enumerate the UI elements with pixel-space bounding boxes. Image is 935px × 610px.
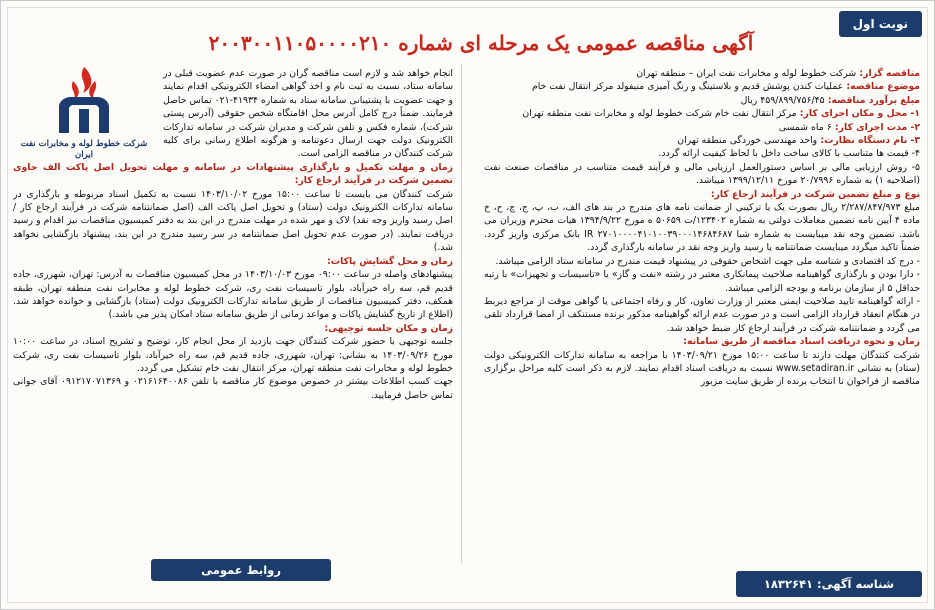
paragraph-text: واحد مهندسی خوردگی منطقه تهران xyxy=(677,135,818,147)
section-heading: زمان و محل گشایش پاکات: xyxy=(327,255,453,267)
left-column-paragraph xyxy=(163,67,453,161)
section-heading: مناقصه گزار: xyxy=(856,68,920,79)
right-column-paragraph xyxy=(484,295,920,335)
paragraph-text: مرکز انتقال نفت خام شرکت خطوط لوله و مخابرات نفت منطقه تهران xyxy=(522,108,797,120)
right-column-paragraph xyxy=(484,188,920,201)
paragraph-text: مبلغ ۲/۲۸۷/۸۴۷/۹۷۳ ریال بصورت یک یا ترکیبی از ضمانت نامه های مندرج در بند های الف، ب، پ، ج، چ، ح، خ ماده ۴ آیین نامه تضمین معاملات دولتی به شماره ۱۲۳۴۰۲/ت ۵۰۶۵۹ ه مورخ ۱۳۹۴/۹/۲۲ هیات محترم وزیران می باشد. تضمین وجه نقد میبایست به شماره شبا IR ۲۷۰۱۰۰۰۰۴۱۰۱۰۰۳۹۰۰۰۱۴۶۸۴۶۸۷ بانک مرکزی واریز گردد. ضمناً تاکید میگردد میبایست ضمانتنامه یا رسید واریز وجه نقد در سامانه بارگذاری گردد. xyxy=(484,202,920,254)
left-column-paragraph xyxy=(13,335,453,375)
left-column-paragraph xyxy=(13,255,453,268)
section-heading: مبلغ برآورد مناقصه: xyxy=(824,94,920,106)
right-column-paragraph xyxy=(484,349,920,389)
right-column-paragraph xyxy=(484,134,920,147)
right-column-paragraph xyxy=(484,121,920,134)
right-column-paragraph xyxy=(484,107,920,120)
paragraph-text: شرکت کنندگان می بایست تا ساعت ۱۵:۰۰ مورخ ۱۴۰۳/۱۰/۰۲ نسبت به تکمیل اسناد مربوطه و بارگذاری در سامانه تدارکات الکترونیک دولت (ستاد) و تحویل اصل پاکت الف (اصل ضمانتنامه شرکت در فرآیند ارجاع کار / اصل رسید واریز وجه نقد) لاک و مهر شده در مهلت مندرج در این بند به دفتر کمیسیون مناقصات نیز اقدام و رسید دریافت نمایند. (در صورت عدم تحویل اصل ضمانتنامه در سر رسید مندرج در این بند، پیشنهاد بازگشایی نخواهد شد.) xyxy=(13,188,453,254)
paragraph-text: عملیات کندن پوشش قدیم و بلاستینگ و رنگ آمیزی منیفولد مرکز انتقال نفت خام xyxy=(531,81,844,93)
column-divider xyxy=(461,63,462,563)
logo-caption: شرکت خطوط لوله و مخابرات نفت ایران xyxy=(20,139,148,160)
section-heading: نوع و مبلغ تضمین شرکت در فرآیند ارجاع کار: xyxy=(710,188,920,200)
paragraph-text: ۴- قیمت ها متناسب با کالای ساخت داخل با لحاظ کیفیت ارائه گردد. xyxy=(658,148,920,160)
paragraph-text: - ارائه گواهینامه تایید صلاحیت ایمنی معتبر از وزارت تعاون، کار و رفاه اجتماعی یا گواهی موقت از مراجع ذیربط در هنگام انعقاد قرارداد الزامی است و در صورت عدم ارائه گواهینامه مذکور برنده مستنکف از امضا قرارداد تلقی می گردد و ضمانتنامه شرکت در فرآیند ارجاع کار ضبط خواهد شد. xyxy=(484,295,920,334)
left-column-paragraph xyxy=(13,268,453,322)
tender-title: آگهی مناقصه عمومی یک مرحله ای شماره ۲۰۰۳۰۰۱۱۰۵۰۰۰۰۲۱۰ xyxy=(208,31,754,55)
paragraph-text: شرکت خطوط لوله و مخابرات نفت ایران – منطقه تهران xyxy=(636,68,857,79)
right-column-paragraph xyxy=(484,161,920,188)
right-column-paragraph xyxy=(484,255,920,268)
paragraph-text: پیشنهادهای واصله در ساعت ۰۹:۰۰ مورخ ۱۴۰۳/۱۰/۰۳ در محل کمیسیون مناقصات به آدرس: تهران، شهرری، جاده قدیم قم، سه راه خیرآباد، بلوار تاسیسات نفت ری، شرکت خطوط لوله و مخابرات نفت منطقه تهران، طبقه همکف، دفتر کمیسیون مناقصات از طریق سامانه تدارکات الکترونیک دولت (ستاد) بازگشایی و خوانده خواهد شد. (اطلاع از تاریخ گشایش پاکات و مواعد زمانی از طریق سامانه ستاد امکان پذیر می باشد.) xyxy=(13,269,453,321)
section-heading: ۲- مدت اجرای کار: xyxy=(831,121,920,133)
right-column-paragraph xyxy=(484,80,920,93)
paragraph-text: جهت کسب اطلاعات بیشتر در خصوص موضوع کار مناقصه با تلفن ۰۲۱۶۱۶۴۰۰۸۶ و ۰۹۱۲۱۷۰۷۱۳۶۹ آقای جوانی تماس حاصل فرمایید. xyxy=(13,376,453,401)
paragraph-text: انجام خواهد شد و لازم است مناقصه گران در صورت عدم عضویت قبلی در سامانه ستاد، نسبت به ثبت نام و اخذ گواهی امضاء الکترونیکی اقدام نمایند و جهت عضویت با پشتیبانی سامانه ستاد به شماره ۴۱۹۳۴-۰۲۱ تماس حاصل فرمایند. ضمناً درج کامل آدرس محل اقامتگاه شخص حقوقی (آدرس پستی شرکت)، شماره فکس و تلفن شرکت و مدیران شرکت در سامانه تدارکات الکترونیک دولت جهت ارسال دعوتنامه و هرگونه اطلاع رسانی برای کلیه شرکت کنندگان در مناقصه الزامی است. xyxy=(163,68,453,160)
section-heading: زمان و نحوه دریافت اسناد مناقصه از طریق سامانه: xyxy=(683,336,920,348)
right-column-paragraph xyxy=(484,94,920,107)
left-column xyxy=(13,67,453,555)
right-column-paragraph xyxy=(484,147,920,160)
paragraph-text: - درج کد اقتصادی و شناسه ملی جهت اشخاص حقوقی در پیشنهاد قیمت مندرج در سامانه ستاد الزامی میباشد. xyxy=(495,255,920,267)
section-heading: ۱- محل و مکان اجرای کار: xyxy=(796,108,920,120)
right-column xyxy=(484,67,920,567)
left-column-paragraph xyxy=(13,322,453,335)
paragraph-text: ۴۵۹/۸۹۹/۷۵۶/۴۵ ریال xyxy=(740,94,825,106)
right-column-paragraph xyxy=(484,335,920,348)
ad-id-label: شناسه آگهی: ۱۸۳۲۶۴۱ xyxy=(736,571,922,597)
left-column-paragraph xyxy=(13,188,453,255)
left-column-paragraph xyxy=(13,375,453,402)
paragraph-text: ۵- روش ارزیابی مالی بر اساس دستورالعمل ارزیابی مالی و فرآیند قیمت متناسب در مناقصات صنعت نفت (اصلاحیه ۱) به شماره ۲۰/۷۹۹۶ مورخ ۱۳۹۹/۱۲/۱۱ میباشد. xyxy=(484,161,920,187)
public-relations-label: روابط عمومی xyxy=(151,559,331,581)
paragraph-text: شرکت کنندگان مهلت دارند تا ساعت ۱۵:۰۰ مورخ ۱۴۰۳/۰۹/۲۱ با مراجعه به سامانه تدارکات الکترونیکی دولت (ستاد) به نشانی www.setadiran.ir نسبت به دریافت اسناد اقدام نمایند. لازم به ذکر است کلیه مراحل برگزاری مناقصه از فراخوان تا انتخاب برنده از طریق سایت مزبور xyxy=(484,349,920,388)
right-column-paragraph xyxy=(484,201,920,255)
section-heading: موضوع مناقصه: xyxy=(843,81,920,93)
right-column-paragraph xyxy=(484,67,920,80)
section-heading: زمان و مکان جلسه توجیهی: xyxy=(324,322,453,334)
paragraph-text: ۶ ماه شمسی xyxy=(778,121,832,133)
section-heading: زمان و مهلت تکمیل و بارگذاری پیشنهادات در سامانه و مهلت تحویل اصل پاکت الف حاوی تضمین شرکت در فرآیند ارجاع کار: xyxy=(13,161,453,187)
section-heading: ۳- نام دستگاه نظارت: xyxy=(817,135,920,147)
paragraph-text: جلسه توجیهی با حضور شرکت کنندگان جهت بازدید از محل انجام کار، توضیح و تشریح اسناد، در ساعت ۱۰:۰۰ مورخ ۱۴۰۳/۰۹/۲۶ به نشانی: تهران، شهرری، جاده قدیم قم، سه راه خیرآباد، بلوار تاسیسات نفت ری، شرکت خطوط لوله و مخابرات نفت منطقه تهران، مرکز انتقال نفت خام تشکیل می گردد. xyxy=(13,336,453,374)
paragraph-text: - دارا بودن و بارگذاری گواهینامه صلاحیت پیمانکاری معتبر در رشته «نفت و گاز» یا «تاسیسات و تجهیزات» با رتبه حداقل ۵ از سازمان برنامه و بودجه الزامی میباشد. xyxy=(484,269,920,294)
right-column-paragraph xyxy=(484,268,920,295)
left-column-paragraph xyxy=(13,161,453,188)
notice-round-badge: نوبت اول xyxy=(839,11,922,37)
